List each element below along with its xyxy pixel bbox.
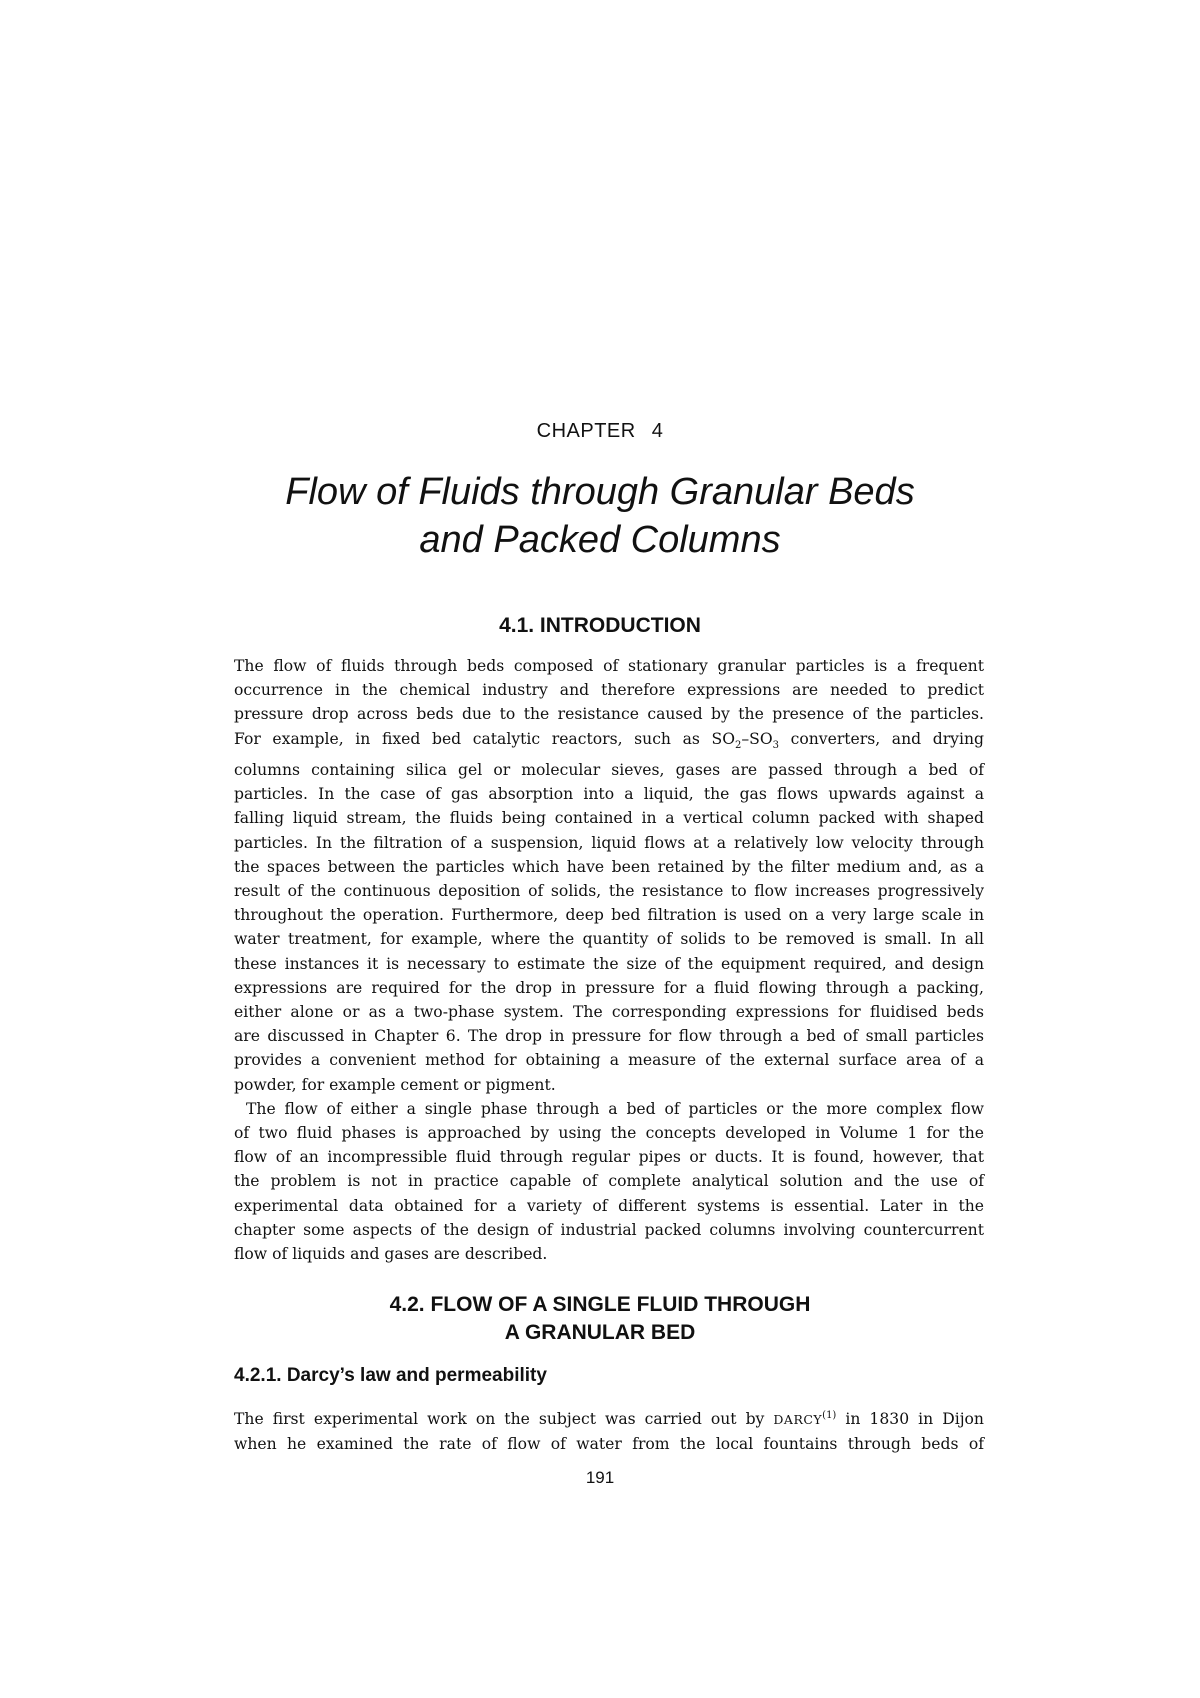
section-heading-single-fluid bbox=[0, 1291, 1200, 1347]
text-line: chapter some aspects of the design of industrial packed columns involving countercurrent bbox=[234, 1220, 984, 1239]
chapter-title-line1: Flow of Fluids through Granular Beds bbox=[285, 471, 915, 513]
formula-subscript: 3 bbox=[772, 739, 779, 751]
text-line: occurrence in the chemical industry and therefore expressions are needed to predict bbox=[234, 681, 984, 700]
text-fragment: in 1830 in Dijon bbox=[845, 1410, 984, 1429]
text-line: these instances it is necessary to estimate the size of the equipment required, and design bbox=[234, 954, 984, 973]
subsection-heading-darcy: 4.2.1. Darcy’s law and permeability bbox=[234, 1365, 547, 1386]
chapter-title bbox=[0, 468, 1200, 564]
chapter-label: CHAPTER 4 bbox=[536, 420, 664, 442]
text-line: either alone or as a two-phase system. The corresponding expressions for fluidised beds bbox=[234, 1002, 984, 1021]
reference-marker: (1) bbox=[822, 1410, 837, 1421]
text-line: flow of liquids and gases are described. bbox=[234, 1244, 548, 1263]
text-line: The flow of either a single phase through a bed of particles or the more complex flow bbox=[246, 1099, 984, 1118]
text-line: expressions are required for the drop in pressure for a fluid flowing through a packing, bbox=[234, 978, 984, 997]
text-line: powder, for example cement or pigment. bbox=[234, 1075, 556, 1094]
formula-part: SO bbox=[749, 729, 773, 748]
text-line: particles. In the filtration of a suspension, liquid flows at a relatively low velocity through bbox=[234, 833, 984, 852]
text-line: result of the continuous deposition of solids, the resistance to flow increases progressively bbox=[234, 881, 984, 900]
text-line bbox=[234, 727, 984, 758]
text-line: water treatment, for example, where the quantity of solids to be removed is small. In all bbox=[234, 930, 984, 949]
author-name: DARCY bbox=[773, 1412, 823, 1428]
text-line: provides a convenient method for obtaining a measure of the external surface area of a bbox=[234, 1051, 984, 1070]
text-line: when he examined the rate of flow of water from the local fountains through beds of bbox=[234, 1435, 984, 1454]
text-line: falling liquid stream, the fluids being contained in a vertical column packed with shaped bbox=[234, 809, 984, 828]
section-heading-line1: 4.2. FLOW OF A SINGLE FLUID THROUGH bbox=[389, 1293, 811, 1316]
section-heading-text: 4.1. INTRODUCTION bbox=[499, 614, 701, 637]
text-line: are discussed in Chapter 6. The drop in pressure for flow through a bed of small particles bbox=[234, 1027, 984, 1046]
section-heading-line2: A GRANULAR BED bbox=[504, 1321, 696, 1344]
text-line: the problem is not in practice capable of complete analytical solution and the use of bbox=[234, 1172, 984, 1191]
section-heading-introduction bbox=[0, 612, 1200, 640]
text-fragment: converters, and drying bbox=[790, 729, 984, 748]
text-line: pressure drop across beds due to the resistance caused by the presence of the particles. bbox=[234, 705, 984, 724]
text-line: experimental data obtained for a variety of different systems is essential. Later in the bbox=[234, 1196, 984, 1215]
text-line: of two fluid phases is approached by using the concepts developed in Volume 1 for the bbox=[234, 1123, 984, 1142]
text-line: The flow of fluids through beds composed of stationary granular particles is a frequent bbox=[234, 657, 984, 675]
text-line: columns containing silica gel or molecular sieves, gases are passed through a bed of bbox=[234, 760, 984, 779]
text-line: the spaces between the particles which have been retained by the filter medium and, as a bbox=[234, 857, 984, 876]
formula-part: – bbox=[741, 729, 750, 748]
chemical-formula bbox=[711, 729, 779, 751]
page-number: 191 bbox=[585, 1468, 615, 1487]
chapter-title-line2: and Packed Columns bbox=[419, 519, 781, 561]
formula-part: SO bbox=[711, 729, 735, 748]
darcy-text bbox=[234, 1404, 984, 1457]
text-line bbox=[234, 1404, 984, 1432]
text-fragment: The first experimental work on the subject was carried out by bbox=[234, 1410, 765, 1429]
text-line: throughout the operation. Furthermore, deep bed filtration is used on a very large scale in bbox=[234, 906, 984, 925]
text-line: particles. In the case of gas absorption into a liquid, the gas flows upwards against a bbox=[234, 785, 984, 804]
introduction-text bbox=[234, 654, 984, 1266]
formula-subscript: 2 bbox=[734, 739, 742, 751]
text-line: flow of an incompressible fluid through regular pipes or ducts. It is found, however, that bbox=[234, 1148, 984, 1167]
text-fragment: For example, in fixed bed catalytic reactors, such as bbox=[234, 729, 700, 748]
